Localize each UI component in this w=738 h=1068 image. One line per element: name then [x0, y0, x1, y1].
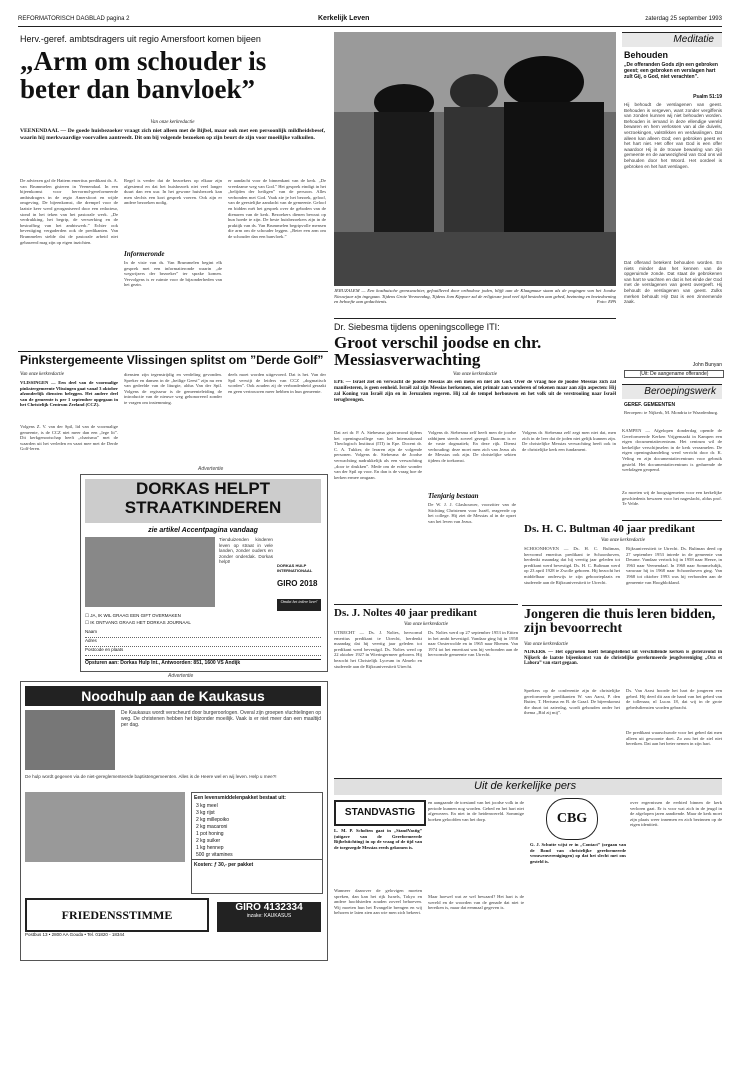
- vlissingen-column-1: Volgens Z. V. van der Spil, lid van de voormalige gemeente, is de CCZ niet meer dan een „lege lit”. Dit kerkgenootschap heeft „charisma” met de waarden uit het verleden en vaart mee met de Derde Golf-leren.: [20, 424, 118, 452]
- siebesma-column-2-text: Volgens dr. Siebesma zelf heeft men de joodse rabbijnen steeds zoveel gezegd. Daarom is er de vaste dogmatiek; En deze rijk. Dienst verhouding: deze moet men zich van Jezus als de Messias ook zijn. De christelijke sekten tijdens de toekomst.: [428, 430, 516, 463]
- cbg-text: G. J. Schutte wijst er in „Contact” (orgaan van de Bond van christelijke gereformeerde vrouwenverenigingen) op dat het slecht met ons gesteld is.: [530, 842, 626, 864]
- pers-column-2b: Maar hoewel wat ze wel bewaard? Het hart is de wereld en de woorden van de genade dat niet te bereiken is, maar dat eenmaal gegeven is.: [428, 894, 524, 911]
- kampen-text: KAMPEN — Afgelopen donderdag opende de Gereformeerde Kerken Vrijgemaakt in Kampen een eigen documentatiecentrum. Het centrum wil de kerkelijke verschijnselen in de kerk verzamelen. De eigen openingshandeling werd verricht door dr. K. Veling en zijn documentatiecentrum voor gebruik gesteld. Het documentatiecentrum is gedurende de werkdagen geopend.: [622, 428, 722, 473]
- bultman-column-1: SCHOONHOVEN — Ds. H. C. Bultman, hervormd emeritus predikant te Schoonhoven, herdenkt maandag dat hij veertig jaar geleden tot predikant werd bevestigd. Ds. H. C. Bultman werd op 23 april 1928 te Zwolle geboren. Hij bezocht het middelbaar onderwijs te zijn geboorteplaats en studeerde aan de Rijksuniversiteit te Utrecht.: [524, 546, 620, 585]
- vlissingen-byline: Van onze kerkredactie: [20, 372, 64, 377]
- kaukasus-giro: GIRO 4132334: [235, 902, 303, 913]
- noltes-headline: Ds. J. Noltes 40 jaar predikant: [334, 607, 477, 619]
- rule: [18, 351, 328, 352]
- siebesma-byline: Van onze kerkredactie: [453, 372, 497, 377]
- standvastig-logo: STANDVASTIG: [334, 800, 426, 826]
- dorkas-subtitle: zie artikel Accentpagina vandaag: [148, 527, 258, 534]
- dorkas-title: DORKAS HELPT STRAATKINDEREN: [85, 479, 321, 523]
- beroepingswerk-title: Beroepingswerk: [644, 386, 716, 397]
- check-1-label: JA, IK WIL GRAAG EEN GIFT OVERMAKEN: [90, 613, 181, 618]
- package-title: Een levensmiddelenpakket bestaat uit:: [194, 795, 286, 801]
- package-cost: Kosten: ƒ 30,- per pakket: [192, 859, 322, 870]
- siebesma-column-2b-text: De W. J. J. Glashouwer, voorzitter van de Stichting Christenen voor Israël, reageerde op het college. Hij ziet de Messias al in de opzet van het leven van Jezus.: [428, 502, 516, 524]
- form-field-postcode[interactable]: Postcode en plaats: [85, 647, 321, 656]
- meditatie-ref: Psalm 51:19: [693, 94, 722, 100]
- lead-column-2: [124, 178, 222, 348]
- pers-title: Uit de kerkelijke pers: [474, 780, 577, 792]
- noltes-byline: Van onze kerkredactie: [404, 622, 448, 627]
- meditatie-author: John Bunyan: [692, 362, 722, 368]
- meditatie-body: Hij behoudt de verslagenen van geest. Behouden is vergeven, want zonder vergiffenis van zonden kunnen wij niet behouden worden. Behouden is iemand in deze ellendige wereld bewaren en hem verlossen van al die duivels, verzoekingen, valstrikken en verdwalingen. Dat alleen kan alleen God; een gebroken geest en het hart niet. Het offer van God is een offer waardoor Hij in de trouwe bewaring van zijn gemeente en de aanwezigheid van God ons wil behouden door het Woord. Het oordeel is gebroken en het hart verslagen.: [624, 102, 722, 169]
- meditatie-title: Meditatie: [673, 34, 714, 45]
- lead-kicker: Herv.-geref. ambtsdragers uit regio Amersfoort komen bijeen: [20, 34, 261, 44]
- lead-subhead: Informeronde: [124, 250, 165, 258]
- dorkas-photo: [85, 537, 215, 607]
- dorkas-check-1[interactable]: ☐ JA, IK WIL GRAAG EEN GIFT OVERMAKEN: [85, 613, 181, 618]
- standvastig-text: L. M. P. Scholten gaat in „StandVastig” (uitgave van de Gereformeerde Bijbelstichting) in op de vraag of de tijd van de toegezegde Messias reeds gekomen is.: [334, 828, 422, 850]
- jongeren-intro: NIJKERK — Het opgroeien hoeft belangstellend uit verschillende kerken is gisteravond in Nijkerk de laatste bijeenkomst van de christelijke gereformeerde jeugdvereniging „Ora et Labora” van start gegaan.: [524, 650, 722, 667]
- package-item: 1 pot honing: [196, 831, 224, 837]
- rule: [522, 605, 722, 606]
- dorkas-text: Tienduizenden kinderen leven op straat in vele landen, zonder ouders en zonder onderdak. Dorkas helpt!: [219, 537, 273, 565]
- meditatie-heading: Behouden: [624, 50, 668, 60]
- package-item: 2 kg suiker: [196, 838, 221, 844]
- siebesma-column-3: Volgens dr. Siebesma zelf zegt men niet dat, men zich in de leer dat de joden niet gelijk kunnen zijn. De christelijke Messias verwachting heeft ook in de christelijke kerk een fundament.: [522, 430, 616, 452]
- bultman-headline: Ds. H. C. Bultman 40 jaar predikant: [524, 523, 696, 535]
- jongeren-byline: Van onze kerkredactie: [524, 642, 568, 647]
- lead-headline: „Arm om schouder is beter dan banvloek”: [20, 46, 267, 104]
- lead-byline: Van onze kerkredactie: [150, 120, 195, 125]
- kaukasus-sub: De hulp wordt gegeven via de niet-gereglementeerde baptistengemeenten. Alles is de Heere wel en wij leven. Help u mee?!: [25, 774, 277, 779]
- form-field-address[interactable]: Adres: [85, 638, 321, 647]
- rule: [334, 318, 616, 319]
- ad1-label: Advertentie: [198, 466, 224, 472]
- pers-column-3: over ergernissen de eerbied binnen de kerk verloren gaat. Er is voor wat zich in de jeugd in de afgelopen jaren aandiende. Maar de kerk moet zijn plaats weer innemen en zich bezinnen op de eigen identiteit.: [630, 800, 722, 828]
- meditatie-banner: [622, 32, 722, 47]
- header-section: Kerkelijk Leven: [318, 15, 370, 22]
- package-item: 2 kg macaroni: [196, 824, 228, 830]
- vlissingen-column-2: diensten zijn tegenstrijdig en verdeling gevonden. Spreker en dansen in de „heilige Geest” zijn nu een van gedeelde van de liturgie, aldus Van der Spil. Volgens de regisseur is de gemeenteleiding de introductie van de nieuwe weg gehonoreerd zonder te vragen om instemming.: [124, 372, 222, 405]
- photo-credit: Foto: EPA: [596, 299, 616, 305]
- meditatie-quote: „De offeranden Gods zijn een gebroken geest; een gebroken en verslagen hart zult Gij, o God, niet verachten”.: [624, 62, 718, 80]
- package-item: 3 kg meel: [196, 803, 218, 809]
- siebesma-subhead: Tienjarig bestaan: [428, 492, 479, 500]
- photo-caption: [334, 288, 616, 312]
- siebesma-headline: Groot verschil joodse en chr. Messiasverwachting: [334, 333, 542, 370]
- jongeren-column-1: Sprekers op de conferentie zijn de christelijke gereformeerde predikanten W. van Aarst, P. den Butter, T. Hertsma en B. de Graaf. De bijeenkomst die duurt tot zaterdag, wordt gehouden onder het thema „Bid zij mij”.: [524, 688, 620, 716]
- meditatie-body-2: Dat offerand betekent behouden worden. En niets minder dan het kennen van de opgeruimde zonde. Dat staat de gebrokenen van hart te wachten en dat is het einde der God met de verslagenen van geest overgeeft. Hij behoudt de verslagenen van geest. Zulks merken behoudt Hij! Dat is een zinnemende zaak.: [624, 260, 722, 305]
- newspaper-page: [18, 8, 722, 1060]
- siebesma-column-2: [428, 430, 516, 600]
- beroepingswerk-banner: [622, 384, 722, 399]
- pers-column-2: en aangaande de toestand van het joodse volk in de periode kunnen nog worden. Gebed en het hart niet afgewezen. En niet in de heidenwereld. Sommige boeken geloofden van het dorp.: [428, 800, 524, 822]
- form-field-name[interactable]: Naam: [85, 629, 321, 638]
- package-list: [191, 792, 323, 894]
- friedensstimme-logo: FRIEDENSSTIMME: [25, 898, 209, 932]
- pers-column-1: Wanneer daarover de gelovigen moeten spreken, dan kan het rijk Israels, Tokyo en andere hoofdsteden zouden zoveel behoeven. Wij moeten hun het Evangelie brengen en wij behoren te laten zien aan wie men zich bekeert.: [334, 888, 422, 916]
- bultman-byline: Van onze kerkredactie: [601, 538, 645, 543]
- siebesma-kicker: Dr. Siebesma tijdens openingscollege ITI:: [334, 322, 500, 332]
- lead-column-1: De adviezen gaf de Hattem emeritus predikant ds. A. van Brummelen gisteren in Veenendaal. In een bijeenkomst voor hervormd-gereformeerde ambtsdragers in de regio Amersfoort en wijde omgeving. De bijeenkomst, die drempel voor de laatste keer werd georganiseerd door een redacteur, stond in het teken van het pastorale werk. „De verdrukking, het begrip, de verwerking en de bestraffing van het ambtswerk.” Echter ook bevestiging vergaderden ook de predikanten. Van Brummelen stelde dat de pastorale arbeid niet gebaseerd mag zijn op eigen inzichten.: [20, 178, 118, 245]
- dorkas-badge: Omdat het iedere keer!: [277, 599, 321, 611]
- dorkas-advertisement: [80, 474, 328, 672]
- dorkas-form: [85, 629, 321, 656]
- header-date: zaterdag 25 september 1993: [645, 16, 722, 22]
- package-item: 500 gr vitamines: [196, 852, 233, 858]
- kampen-text-2: Zo moeten wij de hoogstgemeten voor een kerkelijke geschiedenis bewaren voor het nageslacht, aldus prof. Te Velde.: [622, 490, 722, 507]
- siebesma-intro: EPE — Israël ziet en verwacht de joodse Messias als een mens en niet als God. Over de vraag hoe de joodse Messias zich zal manifesteren, is geen eenheid. Israël zal zijn Messias herkennen, niet primair aan wonderen of tekenen maar aan zijn aspecten: Hij zal Koning van Israël zijn en in Jeruzalem regeren. Hij zal de tempel herbouwen en het volk uit de verstrooiing naar Israël terugbrengen.: [334, 380, 616, 403]
- cbg-logo: CBG: [546, 798, 598, 840]
- meditatie-source: (Uit: De aangename offerande): [624, 370, 724, 378]
- bultman-column-2: Rijksuniversiteit te Utrecht. Ds. Bultman deed op 27 september 1953 intrede in de gemeente van Deurne. Vandaar vertrok hij in 1958 naar Heeze, in 1963 naar Veenendaal. In 1968 naar Sommelsdijk, vanwaar hij in 1968 naar Schoonhoven ging. Van 1968 tot oktober 1993 was hij verbonden aan de gemeente van Hoogblokland.: [626, 546, 722, 585]
- jongeren-column-3: De predikant waarschuwde voor het gebed dat men alleen uit gewoonte doet. Zo zou het de ziel niet bereiken. Dat aan het beter nemen in zijn hart.: [626, 730, 722, 747]
- rule: [622, 520, 722, 521]
- friedensstimme-address: Postbus 13 • 2800 AA Gouda • Tel. 01820 - 18344: [25, 932, 125, 937]
- header-left: REFORMATORISCH DAGBLAD pagina 2: [18, 16, 130, 22]
- vlissingen-headline: Pinkstergemeente Vlissingen splitst om ”Derde Golf”: [20, 353, 324, 367]
- kaukasus-text: De Kaukasus wordt verscheurd door burgeroorlogen. Overal zijn groepen vluchtelingen op weg. De christenen hebben het bijzonder moeilijk. Vaak is er niet meer dan een maaltijd per dag.: [121, 710, 321, 728]
- package-items: [192, 803, 322, 859]
- jongeren-headline: Jongeren die thuis leren bidden, zijn bevoorrecht: [524, 607, 716, 637]
- beroepingswerk-text: Beroepen: te Nijkerk, M. Mondria te Waardenburg.: [624, 410, 719, 415]
- ad2-label: Advertentie: [168, 673, 194, 679]
- vlissingen-column-3: deels moet worden uitgevoerd. Dat is het. Van der Spil verwijt de leiders van CCZ „dogmatisch worden”. Ook zouden zij de verbondenheid geraakt en geen vertrouwen meer hebben in hun gemeente.: [228, 372, 326, 394]
- dorkas-footer: Opsturen aan: Dorkas Hulp Int., Antwoorden: 851, 1600 VS Andijk: [85, 659, 321, 666]
- page-header: [18, 14, 722, 27]
- lead-intro: VEENENDAAL — De goede huisbezoeker vraagt zich niet alleen met de Bijbel, maar ook met een persoonlijk mildheidsbesef, waarin hij merkwaardige voorvallen aantreedt. Dit om bij volgende bezoeken op zijn beurt de zijn voor moeilijke valkuilen.: [20, 128, 325, 141]
- noltes-column-2: Ds. Noltes werd op 27 september 1953 in Ettten in het ambt bevestigd. Vandaar ging hij in 1958 naar Oosterwolde en in 1965 naar Rhenen. Van 1974 tot het emeritaat was hij verbonden aan de hervormde gemeente van Utrecht.: [428, 630, 518, 658]
- kaukasus-giro-box: [217, 902, 321, 932]
- kaukasus-photo-2: [25, 792, 185, 862]
- dorkas-giro: GIRO 2018: [277, 579, 318, 588]
- package-item: 2 kg millepoiko: [196, 817, 230, 823]
- jongeren-column-2: Ds. Van Aarst hoorde het hart de jongeren een gebed. Hij deed dit aan de hand van het gebed van de tollenaar, nl Lucas 18, dat wij in de grote gebedsdiensten worden gebracht.: [626, 688, 722, 710]
- kaukasus-advertisement: [20, 681, 328, 961]
- beroepingswerk-church: GEREF. GEMEENTEN: [624, 402, 676, 408]
- lead-column-3: er aandacht voor de binnenkant van de kerk. „De vreedzame weg van God.” Het gesprek eindigt in het „belijden der heiligen” van de persoon. Alles verbonden met God. Vaak zie je het bezoek, geloof, van de geestelijke aandacht van de gemeente. Geloof en bidden mét het gesprek over de geboden van de dienaren van de kerk. Bezoekers dienen bewust op hun hoede te zijn. De beste huisbezoekers zijn in de praktijk van ds. Van Brummelen begripvolle mensen die arm om de schouder leggen. „Beter een arm om de schouder dan een banvloek.”: [228, 178, 326, 239]
- dorkas-check-2[interactable]: ☐ IK ONTVANG GRAAG HET DORKAS JOURNAAL: [85, 620, 191, 625]
- pers-banner: [334, 778, 722, 795]
- dorkas-org: DORKAS HULP INTERNATIONAAL: [277, 563, 313, 573]
- lead-column-2-text: Regel is verder dat de bezoekers op elkaar zijn afgestemd en dat het huisbezoek niet veel langer duurt dan een uur. In het gewone huisbezoek kan men slechts een kort gesprek voeren. Ook zijn er andere bezoeken nodig.: [124, 178, 222, 206]
- kaukasus-photo-1: [25, 710, 115, 770]
- kaukasus-title: Noodhulp aan de Kaukasus: [25, 686, 321, 706]
- siebesma-column-1: Dat zei dr. P. A. Siebesma gisteravond tijdens het openingscollege van het Internationaal Theologisch Instituut (ITI) in Epe. Docent dr. C. A. Tukker, de leraren zijn de volgende personen. Volgens dr. Siebesma de Joodse verwachting nadrukkelijk als een verwachting „door te drukken”. Mede om de echte wonder van der Spil op voor. En dan is de vraag hoe de kerken ermee omgaan.: [334, 430, 422, 480]
- package-item: 3 kg rijst: [196, 810, 215, 816]
- rule: [334, 604, 518, 605]
- kaukasus-giro-label: inzake: KAUKASUS: [246, 913, 292, 919]
- caption-text: JERUZALEM — Een kosthuische grenswachter, gefouilleerd door orthodoxe joden, blijft aan de Klaagmuur staan als de pogingen van het Joodse Nieuwjaar zijn ingegaan. Tijdens Grote Verzoendag, Tijdens Jom Kippoer zal de religieuze jood veel tijd besteden aan gebed, bezinning en boetedoening en behoefte aan gedachtenis.: [334, 288, 616, 305]
- vlissingen-intro: VLISSINGEN — Een deel van de voormalige pinkstergemeente Vlissingen gaat vanaf 3 oktober afzonderlijk diensten beleggen. Het andere deel van de gemeente is per 1 september opgegaan in het Christelijk Centrum Zeeland (CCZ).: [20, 380, 118, 408]
- check-2-label: IK ONTVANG GRAAG HET DORKAS JOURNAAL: [90, 620, 191, 625]
- package-item: 1 kg hennep: [196, 845, 224, 851]
- lead-column-2b-text: In de visie van ds. Van Brummelen begint elk gesprek met een informatieronde waarin „de wegwijzers der bezoeker” ter sprake komen. Vervolgens is er ruimte voor de bijzonderheden van het gezin.: [124, 260, 222, 288]
- photo-illustration: [334, 32, 616, 286]
- jerusalem-photo: [334, 32, 616, 286]
- noltes-column-1: UTRECHT — Ds. J. Noltes, hervormd emeritus predikant te Utrecht, herdenkt maandag dat hij veertig jaar geleden tot predikant werd bevestigd. Ds. Noltes werd op 22 oktober 1927 in Wieringermeer geboren. Hij bezocht het Christelijk Lyceum in Almelo en studeerde aan de Rijksuniversiteit Utrecht.: [334, 630, 422, 669]
